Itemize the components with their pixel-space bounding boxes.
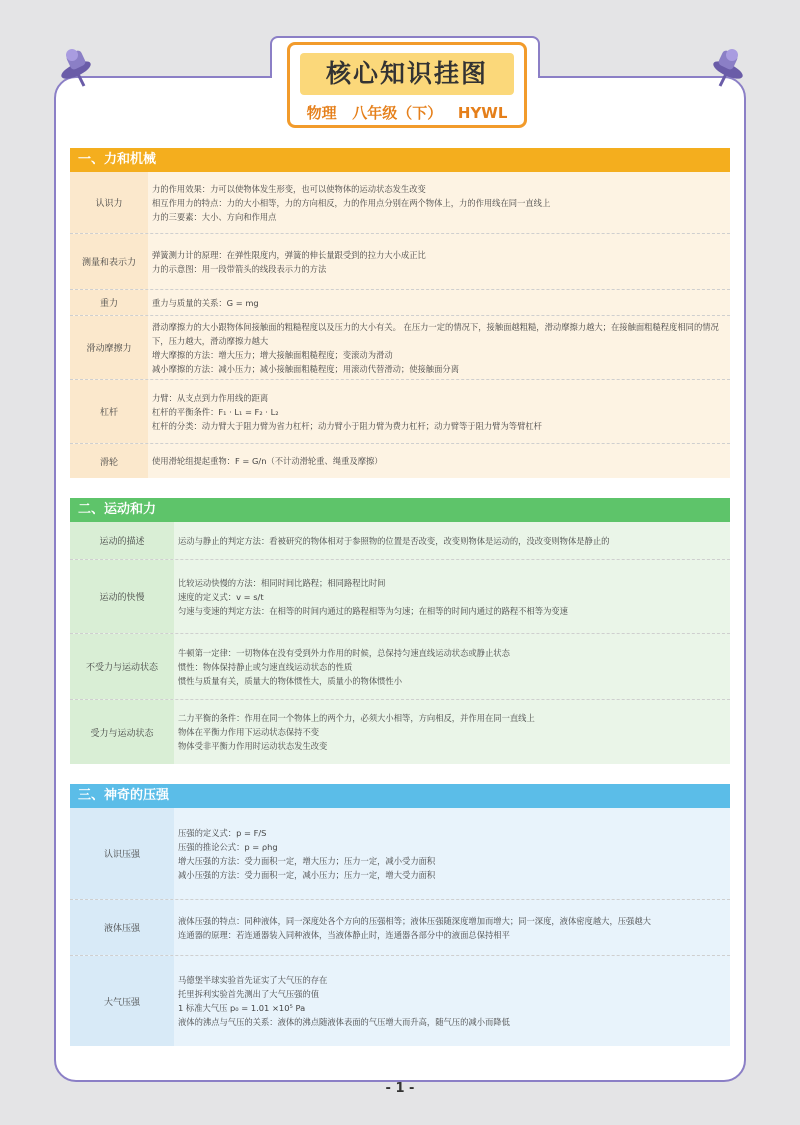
row-content [148,172,730,233]
row-label: 认识力 [70,172,148,233]
content-line: 二力平衡的条件：作用在同一个物体上的两个力，必须大小相等，方向相反，并作用在同一直线上 [178,713,535,723]
row-label: 受力与运动状态 [70,700,174,764]
row-content [174,808,730,899]
content-line: 惯性与质量有关，质量大的物体惯性大，质量小的物体惯性小 [178,675,403,686]
table-row [70,522,730,560]
content-line: 杠杆的分类：动力臂大于阻力臂为省力杠杆；动力臂小于阻力臂为费力杠杆；动力臂等于阻力臂为等臂杠杆 [152,420,542,431]
section-heading-pressure: 三、神奇的压强 [70,784,730,808]
content-line: 力的三要素：大小、方向和作用点 [152,211,277,222]
content-line: 比较运动快慢的方法：相同时间比路程；相同路程比时间 [178,577,386,588]
content-line: 1 标准大气压 p₀ = 1.01 ×10⁵ Pa [178,1003,306,1013]
content-line: 力的作用效果：力可以使物体发生形变，也可以使物体的运动状态发生改变 [152,183,426,194]
section-heading-force: 一、力和机械 [70,148,730,172]
row-label: 滑轮 [70,444,148,478]
content-line: 速度的定义式：v = s/t [178,591,264,602]
row-label: 不受力与运动状态 [70,634,174,699]
content-line: 增大摩擦的方法：增大压力；增大接触面粗糙程度；变滚动为滑动 [152,349,393,360]
table-row [70,900,730,956]
table-row [70,172,730,234]
content-line: 减小摩擦的方法：减小压力；减小接触面粗糙程度；用滚动代替滑动；使接触面分离 [152,363,459,374]
row-label: 运动的描述 [70,522,174,559]
row-label: 滑动摩擦力 [70,316,148,379]
content-line: 牛顿第一定律：一切物体在没有受到外力作用的时候，总保持匀速直线运动状态或静止状态 [178,647,510,658]
row-content [174,700,730,764]
section-motion [70,522,730,764]
table-row [70,380,730,444]
content-line: 物体受非平衡力作用时运动状态发生改变 [178,741,328,751]
title-box [287,42,527,128]
content-line: 托里拆利实验首先测出了大气压强的值 [178,989,320,999]
content-line: 力的示意图：用一段带箭头的线段表示力的方法 [152,263,327,274]
row-label: 杠杆 [70,380,148,443]
row-label: 重力 [70,290,148,315]
content-line: 惯性：物体保持静止或匀速直线运动状态的性质 [178,661,353,672]
content-line: 连通器的原理：若连通器装入同种液体，当液体静止时，连通器各部分中的液面总保持相平 [178,929,510,940]
section-heading-motion: 二、运动和力 [70,498,730,522]
row-label: 认识压强 [70,808,174,899]
row-content [148,380,730,443]
content-line: 运动与静止的判定方法：看被研究的物体相对于参照物的位置是否改变，改变则物体是运动的，没改变则物体是静止的 [178,535,610,546]
content-line: 杠杆的平衡条件：F₁ · L₁ = F₂ · L₂ [152,406,279,417]
row-label: 大气压强 [70,956,174,1046]
push-pin-right-icon [706,46,750,90]
table-row [70,634,730,700]
section-force [70,172,730,478]
table-row [70,444,730,478]
table-row [70,808,730,900]
table-row [70,290,730,316]
row-content [174,956,730,1046]
push-pin-left-icon [54,46,98,90]
row-content [148,316,730,379]
section-pressure [70,808,730,1046]
content-line: 减小压强的方法：受力面积一定，减小压力；压力一定，增大受力面积 [178,869,436,880]
content-line: 压强的定义式：p = F/S [178,827,267,838]
row-content [174,900,730,955]
content-line: 压强的推论公式：p = ρhg [178,841,278,852]
row-label: 液体压强 [70,900,174,955]
table-row [70,956,730,1046]
content-line: 重力与质量的关系：G = mg [152,297,259,308]
content-line: 增大压强的方法：受力面积一定，增大压力；压力一定，减小受力面积 [178,855,436,866]
row-content [148,444,730,478]
content-line: 液体压强的特点：同种液体，同一深度处各个方向的压强相等；液体压强随深度增加而增大；同一深度，液体密度越大，压强越大 [178,915,651,926]
content-line: 液体的沸点与气压的关系：液体的沸点随液体表面的气压增大而升高，随气压的减小而降低 [178,1017,510,1027]
row-content [148,234,730,289]
content-line: 匀速与变速的判定方法：在相等的时间内通过的路程相等为匀速；在相等的时间内通过的路程不相等为变速 [178,605,568,616]
content-line: 马德堡半球实验首先证实了大气压的存在 [178,975,328,985]
row-content [174,634,730,699]
table-row [70,560,730,634]
row-content [174,560,730,633]
table-row [70,700,730,764]
row-content [148,290,730,315]
content-line: 物体在平衡力作用下运动状态保持不变 [178,727,320,737]
page-title: 核心知识挂图 [300,53,514,95]
table-row [70,316,730,380]
content-line: 弹簧测力计的原理：在弹性限度内，弹簧的伸长量跟受到的拉力大小成正比 [152,249,426,260]
page-subtitle: 物理 八年级（下） HYWL [306,104,508,122]
content-line: 相互作用力的特点：力的大小相等，力的方向相反，力的作用点分别在两个物体上，力的作用线在同一直线上 [152,197,551,208]
row-content [174,522,730,559]
row-label: 测量和表示力 [70,234,148,289]
content-line: 力臂：从支点到力作用线的距离 [152,392,269,403]
content-line: 滑动摩擦力的大小跟物体间接触面的粗糙程度以及压力的大小有关。 在压力一定的情况下，接触面越粗糙，滑动摩擦力越大；在接触面粗糙程度相同的情况下，压力越大，滑动摩擦力越大 [152,321,719,346]
content-line: 使用滑轮组提起重物：F = G/n（不计动滑轮重、绳重及摩擦） [152,456,383,466]
table-row [70,234,730,290]
row-label: 运动的快慢 [70,560,174,633]
page-number: - 1 - [385,1081,415,1096]
